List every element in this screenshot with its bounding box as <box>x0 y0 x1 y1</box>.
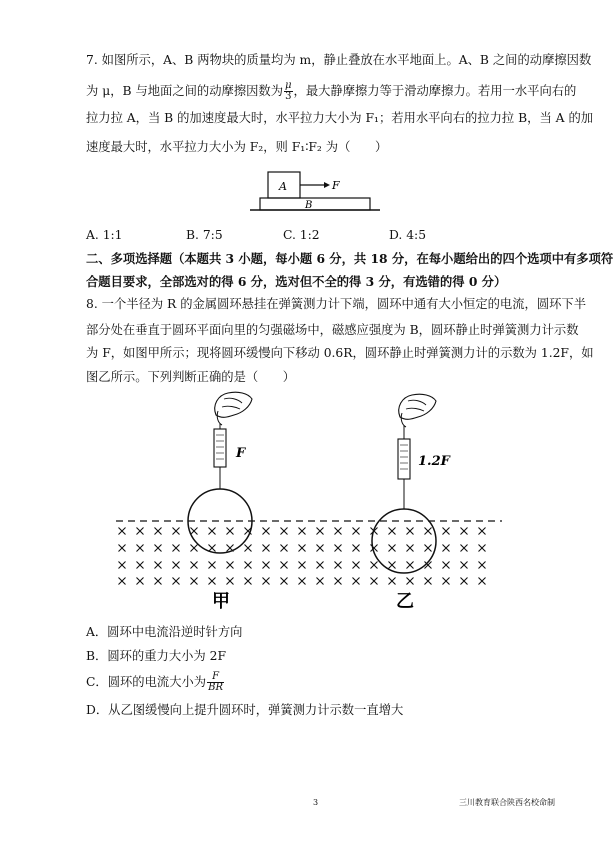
magnetic-field <box>119 528 486 585</box>
q7-option-c: C. 1:2 <box>283 228 320 242</box>
q7-option-d: D. 4:5 <box>389 228 427 242</box>
q7-line2 <box>86 81 576 102</box>
q8-figure <box>100 385 520 620</box>
q7-line3: 拉力拉 A，当 B 的加速度最大时，水平拉力大小为 F₁；若用水平向右的拉力拉 B，当 A 的加 <box>86 111 594 125</box>
q8-option-c <box>86 672 225 693</box>
q8-line1: 8. 一个半径为 R 的金属圆环悬挂在弹簧测力计下端，圆环中通有大小恒定的电流，圆环下半 <box>86 297 587 311</box>
q7-line1: 7. 如图所示，A、B 两物块的质量均为 m，静止叠放在水平地面上。A、B 之间的动摩擦因数 <box>86 53 592 67</box>
q7-frac-num: μ <box>285 80 292 91</box>
q7-fraction <box>284 81 293 102</box>
hand-icon-right <box>399 394 436 427</box>
q8-option-d: D．从乙图缓慢向上提升圆环时，弹簧测力计示数一直增大 <box>86 703 404 717</box>
force-label: F <box>332 179 340 192</box>
hand-icon-left <box>215 392 252 425</box>
block-a-label: A <box>279 180 287 193</box>
publisher-label: 三川教育联合陕西名校命制 <box>459 798 555 807</box>
section2-line1: 二、多项选择题（本题共 3 小题，每小题 6 分，共 18 分，在每小题给出的四个选项中有多项符 <box>86 251 613 266</box>
q7-line4: 速度最大时，水平拉力大小为 F₂，则 F₁∶F₂ 为（ ） <box>86 140 388 154</box>
q8-option-c-text: C．圆环的电流大小为 <box>86 675 207 689</box>
q8-line3: 为 F，如图甲所示；现将圆环缓慢向下移动 0.6R，圆环静止时弹簧测力计的示数为 1.2F，如 <box>86 346 594 360</box>
q8-option-c-num: F <box>207 672 224 683</box>
right-force-label: 1.2F <box>418 454 450 469</box>
q7-option-a: A. 1:1 <box>86 228 123 242</box>
q7-option-b: B. 7:5 <box>186 228 223 242</box>
q8-option-b: B．圆环的重力大小为 2F <box>86 649 226 663</box>
q7-figure <box>250 166 380 216</box>
block-b-label: B <box>305 200 313 211</box>
block-b <box>260 198 370 210</box>
q7-frac-den: 3 <box>285 91 292 102</box>
q8-option-a: A．圆环中电流沿逆时针方向 <box>86 625 243 639</box>
caption-right: 乙 <box>396 591 414 612</box>
q8-option-c-den: BR <box>208 682 223 693</box>
q8-line2: 部分处在垂直于圆环平面向里的匀强磁场中，磁感应强度为 B，圆环静止时弹簧测力计示数 <box>86 323 579 337</box>
spring-scale-right <box>398 425 410 509</box>
q7-line2-a: 为 μ，B 与地面之间的动摩擦因数为 <box>86 84 284 98</box>
force-arrow-head <box>324 182 330 188</box>
q8-line4: 图乙所示。下列判断正确的是（ ） <box>86 370 296 384</box>
left-force-label: F <box>236 446 246 461</box>
section2-line2: 合题目要求，全部选对的得 6 分，选对但不全的得 3 分，有选错的得 0 分） <box>86 274 507 289</box>
caption-left: 甲 <box>212 591 230 612</box>
q7-line2-b: ，最大静摩擦力等于滑动摩擦力。若用一水平向右的 <box>293 84 577 98</box>
page-number: 3 <box>313 798 319 807</box>
q8-option-c-fraction <box>207 672 224 693</box>
spring-scale-left <box>214 423 226 489</box>
